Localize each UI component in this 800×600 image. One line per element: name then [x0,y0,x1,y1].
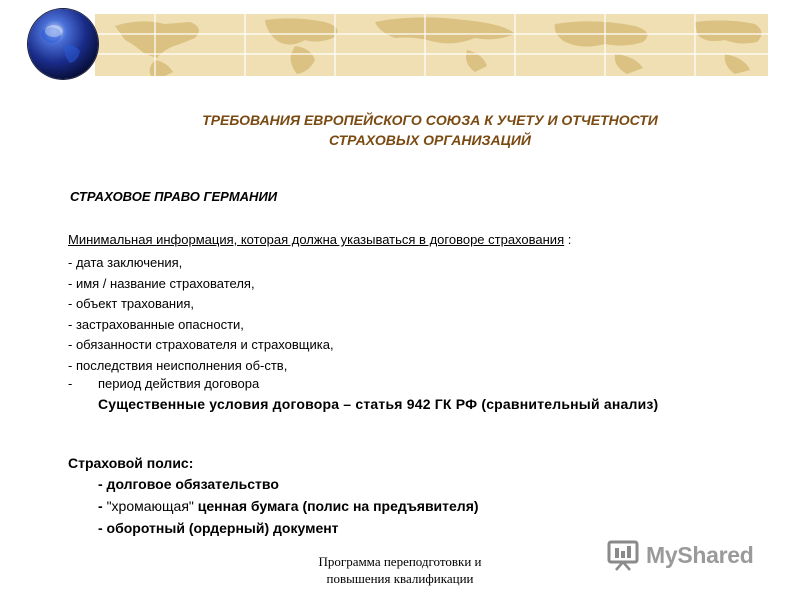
policy-item [98,495,479,517]
title-line-1: ТРЕБОВАНИЯ ЕВРОПЕЙСКОГО СОЮЗА К УЧЕТУ И ОТЧЕТНОСТИ [202,112,658,128]
lead-text-suffix: : [564,232,572,247]
footer-line-2: повышения квалификации [326,571,474,586]
projector-icon [606,538,640,572]
title-line-2: СТРАХОВЫХ ОРГАНИЗАЦИЙ [329,132,531,148]
globe-icon [28,9,98,79]
footer-line-1: Программа переподготовки и [318,554,482,569]
list-item: - последствия неисполнения об-ств, [68,357,288,373]
policy-item-quoted: "хромающая" [106,498,194,514]
lead-text-underlined: Минимальная информация, которая должна указываться в договоре страхования [68,232,565,247]
list-item: - застрахованные опасности, [68,316,244,332]
policy-item-prefix: - [98,498,107,514]
list-item: - обязанности страхователя и страховщика, [68,337,334,353]
requirements-list [68,253,334,377]
policy-list [98,473,479,539]
list-item: - дата заключения, [68,255,183,270]
list-item: - имя / название страхователя, [68,275,255,291]
section-heading: СТРАХОВОЕ ПРАВО ГЕРМАНИИ [70,189,278,204]
policy-heading: Страховой полис: [68,455,194,471]
myshared-logo[interactable] [606,537,754,573]
lead-text [68,232,571,247]
essential-conditions-text: Существенные условия договора – статья 942 ГК РФ (сравнительный анализ) [98,396,659,412]
logo-text: MyShared [646,541,754,568]
policy-item-rest: ценная бумага (полис на предъявителя) [193,498,479,514]
bullet-dash: - [68,376,73,391]
slide-footer [290,553,510,587]
policy-item: - долговое обязательство [98,476,279,492]
period-text: период действия договора [98,376,260,391]
list-item: - объект трахования, [68,296,195,312]
list-item-period [68,376,259,391]
slide-title [110,110,750,150]
world-map-graphic [95,14,768,76]
policy-item: - оборотный (ордерный) документ [98,520,339,536]
world-map-banner [95,14,768,76]
